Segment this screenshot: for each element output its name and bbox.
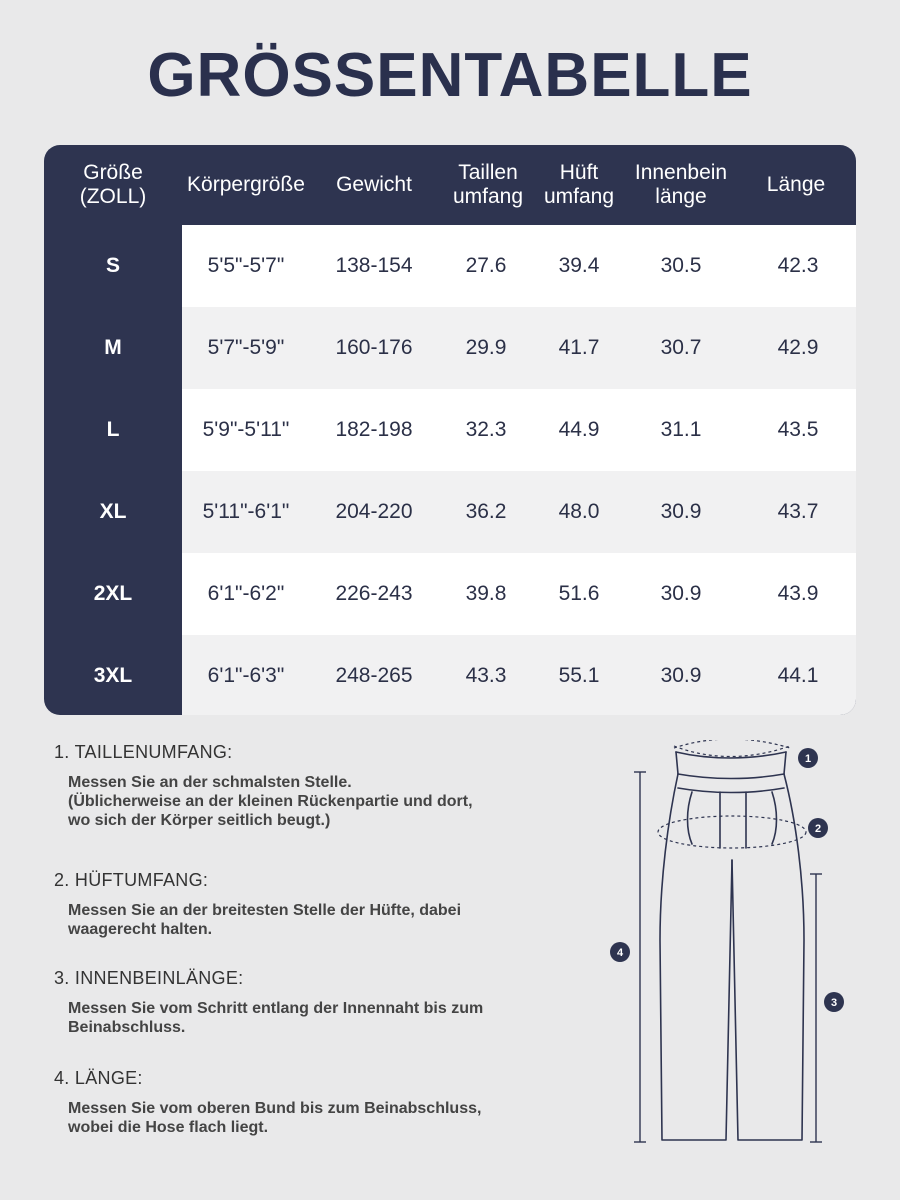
cell-waist: 32.3 [465, 418, 507, 441]
cell-hip: 44.9 [558, 418, 600, 441]
note-heading: 2. HÜFTUMFANG: [54, 870, 209, 890]
cell-inseam: 30.9 [660, 582, 702, 605]
cell-waist: 29.9 [465, 336, 507, 359]
marker-4 [610, 942, 630, 962]
cell-waist: 27.6 [465, 254, 507, 277]
cell-inseam: 30.9 [660, 664, 702, 687]
cell-length: 43.7 [777, 500, 819, 523]
cell-inseam: 30.9 [660, 500, 702, 523]
marker-2 [808, 818, 828, 838]
cell-height: 6'1"-6'2" [207, 582, 285, 605]
cell-inseam: 30.5 [660, 254, 702, 277]
cell-length: 43.5 [777, 418, 819, 441]
cell-height: 5'11"-6'1" [202, 500, 290, 523]
page-title: GRÖSSENTABELLE [147, 41, 753, 110]
header-hip: Hüft umfang [543, 161, 615, 208]
table-row [44, 307, 856, 389]
cell-weight: 182-198 [335, 418, 413, 441]
note-waist [54, 742, 554, 830]
trousers-diagram [600, 740, 860, 1150]
table-row [44, 471, 856, 553]
cell-height: 5'5"-5'7" [207, 254, 285, 277]
header-inseam: Innenbein länge [634, 161, 728, 208]
cell-size: 3XL [93, 664, 133, 687]
note-text: Messen Sie an der schmalsten Stelle. (Üblicherweise an der kleinen Rückenpartie und dort, wo sich der Körper seitlich beugt.) [68, 774, 473, 829]
cell-waist: 36.2 [465, 500, 507, 523]
note-heading: 1. TAILLENUMFANG: [54, 742, 233, 762]
note-text: Messen Sie vom oberen Bund bis zum Beinabschluss, wobei die Hose flach liegt. [68, 1100, 482, 1136]
cell-hip: 39.4 [558, 254, 600, 277]
cell-size: L [106, 418, 120, 441]
size-table [44, 145, 856, 715]
table-row [44, 635, 856, 715]
cell-length: 44.1 [777, 664, 819, 687]
cell-inseam: 31.1 [660, 418, 702, 441]
cell-size: 2XL [93, 582, 133, 605]
svg-text:4: 4 [616, 947, 624, 959]
cell-weight: 160-176 [335, 336, 413, 359]
cell-length: 42.3 [777, 254, 819, 277]
cell-hip: 55.1 [558, 664, 600, 687]
cell-hip: 41.7 [558, 336, 600, 359]
note-length [54, 1068, 554, 1137]
cell-size: M [104, 336, 122, 359]
header-height: Körpergröße [187, 173, 305, 196]
header-waist: Taillen umfang [452, 161, 524, 208]
cell-length: 42.9 [777, 336, 819, 359]
cell-weight: 204-220 [335, 500, 413, 523]
note-hip [54, 870, 554, 939]
cell-weight: 138-154 [335, 254, 413, 277]
marker-1 [798, 748, 818, 768]
cell-height: 5'7"-5'9" [207, 336, 285, 359]
cell-length: 43.9 [777, 582, 819, 605]
note-text: Messen Sie an der breitesten Stelle der Hüfte, dabei waagerecht halten. [68, 902, 462, 938]
table-row [44, 389, 856, 471]
cell-waist: 43.3 [465, 664, 507, 687]
cell-inseam: 30.7 [660, 336, 702, 359]
cell-size: XL [99, 500, 127, 523]
cell-weight: 226-243 [335, 582, 413, 605]
header-length: Länge [766, 173, 826, 196]
cell-height: 6'1"-6'3" [207, 664, 285, 687]
table-header [44, 145, 856, 225]
svg-text:1: 1 [804, 753, 812, 765]
cell-size: S [105, 254, 120, 277]
svg-text:2: 2 [814, 823, 822, 835]
note-text: Messen Sie vom Schritt entlang der Innennaht bis zum Beinabschluss. [68, 1000, 484, 1036]
table-row [44, 225, 856, 307]
table-row [44, 553, 856, 635]
trousers-measurement-icon [600, 740, 860, 1150]
marker-3 [824, 992, 844, 1012]
cell-height: 5'9"-5'11" [202, 418, 290, 441]
note-heading: 4. LÄNGE: [54, 1068, 143, 1088]
header-size: Größe (ZOLL) [79, 161, 147, 208]
note-heading: 3. INNENBEINLÄNGE: [54, 968, 244, 988]
note-inseam [54, 968, 554, 1037]
header-weight: Gewicht [336, 173, 412, 196]
cell-waist: 39.8 [465, 582, 507, 605]
cell-weight: 248-265 [335, 664, 413, 687]
cell-hip: 48.0 [558, 500, 600, 523]
svg-text:3: 3 [830, 997, 838, 1009]
cell-hip: 51.6 [558, 582, 600, 605]
